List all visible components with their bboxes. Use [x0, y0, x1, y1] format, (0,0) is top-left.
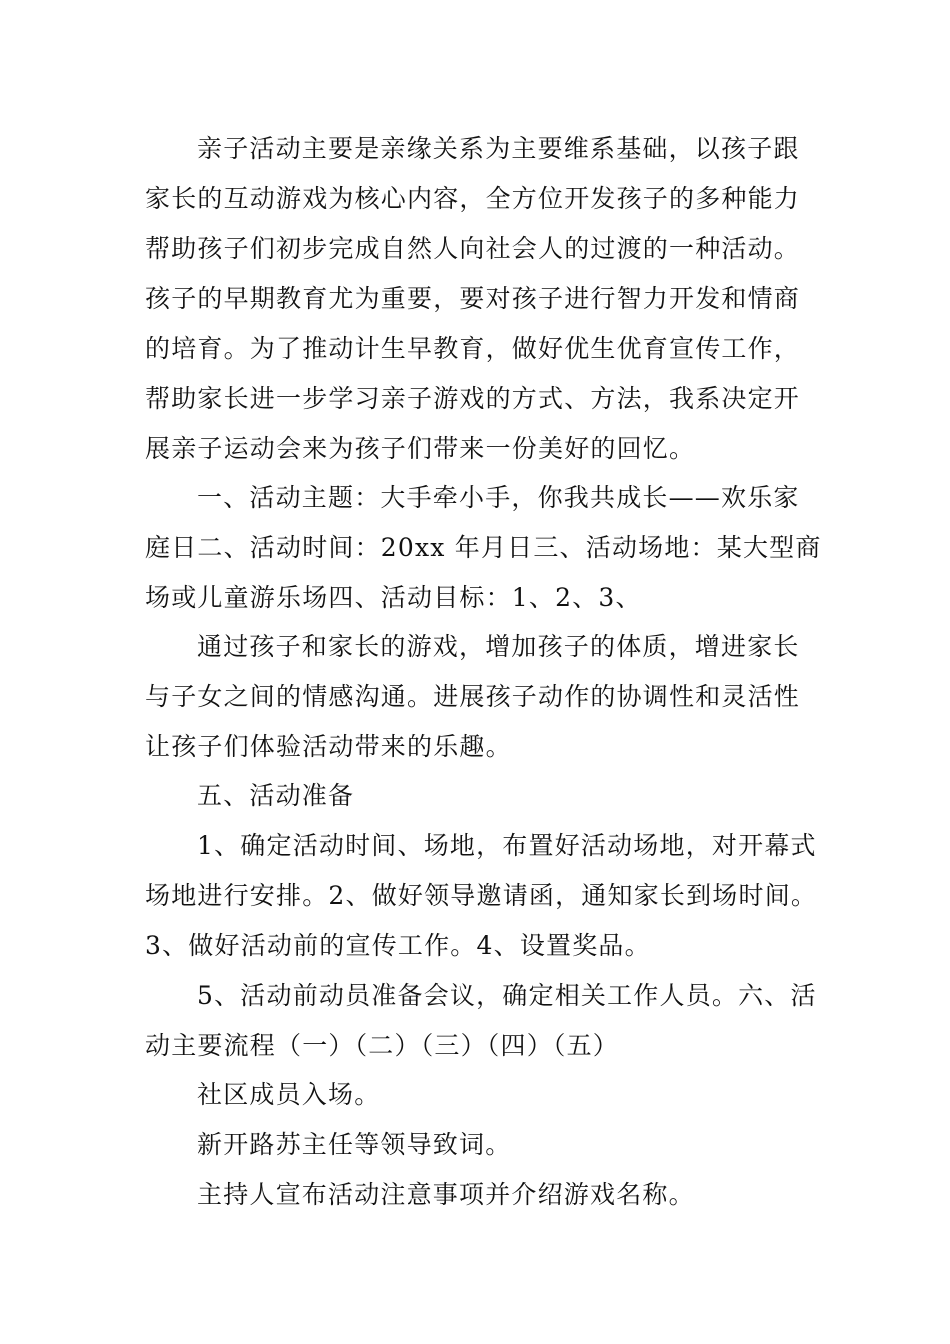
text-line: 帮助家长进一步学习亲子游戏的方式、方法，我系决定开 [145, 384, 801, 413]
text-line: 展亲子运动会来为孩子们带来一份美好的回忆。 [145, 434, 696, 463]
text-line: 与子女之间的情感沟通。进展孩子动作的协调性和灵活性 [145, 682, 801, 711]
text-line: 场地进行安排。2、做好领导邀请函，通知家长到场时间。 [145, 881, 818, 910]
text-line: 社区成员入场。 [197, 1080, 381, 1109]
text-line: 1、确定活动时间、场地，布置好活动场地，对开幕式 [197, 831, 817, 860]
text-line: 帮助孩子们初步完成自然人向社会人的过渡的一种活动。 [145, 234, 801, 263]
text-line: 家长的互动游戏为核心内容，全方位开发孩子的多种能力 [145, 184, 801, 213]
text-line: 五、活动准备 [197, 781, 355, 810]
text-line: 新开路苏主任等领导致词。 [197, 1130, 512, 1159]
text-line: 的培育。为了推动计生早教育，做好优生优育宣传工作， [145, 334, 801, 363]
text-line: 主持人宣布活动注意事项并介绍游戏名称。 [197, 1180, 695, 1209]
text-line: 孩子的早期教育尤为重要，要对孩子进行智力开发和情商 [145, 284, 801, 313]
text-line: 动主要流程（一）（二）（三）（四）（五） [145, 1031, 620, 1060]
text-line: 5、活动前动员准备会议，确定相关工作人员。六、活 [197, 981, 817, 1010]
text-line: 一、活动主题：大手牵小手，你我共成长——欢乐家 [197, 483, 800, 512]
text-line: 通过孩子和家长的游戏，增加孩子的体质，增进家长 [197, 632, 800, 661]
text-line: 庭日二、活动时间：20xx 年月日三、活动场地：某大型商 [145, 533, 822, 562]
text-line: 让孩子们体验活动带来的乐趣。 [145, 732, 512, 761]
text-line: 场或儿童游乐场四、活动目标：1、2、3、 [145, 583, 642, 612]
text-line: 亲子活动主要是亲缘关系为主要维系基础，以孩子跟 [197, 134, 800, 163]
text-line: 3、做好活动前的宣传工作。4、设置奖品。 [145, 931, 651, 960]
